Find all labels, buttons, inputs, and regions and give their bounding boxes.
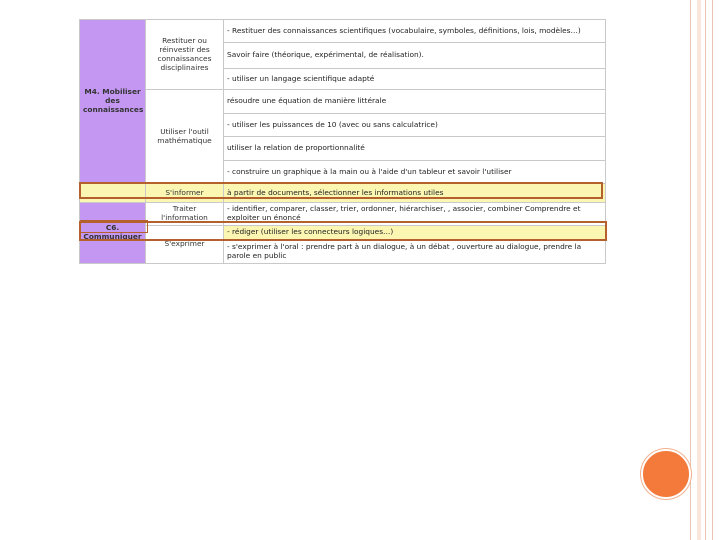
row-text: - s'exprimer à l'oral : prendre part à un dialogue, à un débat , ouverture au dialogue, prendre la parole en public <box>224 240 606 264</box>
sub-restituer: Restituer ou réinvestir des connaissances disciplinaires <box>146 20 224 90</box>
decor-stripe <box>697 0 701 540</box>
decor-stripe <box>690 0 691 540</box>
row-text: - utiliser un langage scientifique adapté <box>224 69 606 90</box>
row-text: résoudre une équation de manière littérale <box>224 90 606 113</box>
row-text: - identifier, comparer, classer, trier, ordonner, hiérarchiser, , associer, combiner Comprendre et exploiter un énoncé <box>224 203 606 225</box>
row-text: - utiliser les puissances de 10 (avec ou sans calculatrice) <box>224 113 606 136</box>
sub-traiter: Traiter l'information <box>146 203 224 225</box>
row-text: utiliser la relation de proportionnalité <box>224 137 606 160</box>
decor-stripe <box>712 0 713 540</box>
category-label: Communiquer <box>83 232 142 242</box>
highlight-frame <box>79 221 607 241</box>
decor-stripe <box>705 0 706 540</box>
highlight-frame <box>79 182 603 199</box>
sub-informer: S'informer <box>146 184 224 203</box>
row-text: - rédiger (utiliser les connecteurs logiques…) <box>224 225 606 240</box>
sub-exprimer: S'exprimer <box>146 225 224 264</box>
row-text: - Restituer des connaissances scientifiques (vocabulaire, symboles, définitions, lois, modèles…) <box>224 20 606 43</box>
row-text: - construire un graphique à la main ou à l'aide d'un tableur et savoir l'utiliser <box>224 160 606 183</box>
category-code: C6. <box>105 223 120 233</box>
row-text: Savoir faire (théorique, expérimental, de réalisation). <box>224 43 606 69</box>
sub-outil: Utiliser l'outil mathématique <box>146 90 224 184</box>
decor-circle <box>641 449 691 499</box>
category-mobiliser: M4. Mobiliser des connaissances <box>80 20 146 184</box>
row-text: à partir de documents, sélectionner les informations utiles <box>224 184 606 203</box>
highlight-frame <box>80 220 148 233</box>
